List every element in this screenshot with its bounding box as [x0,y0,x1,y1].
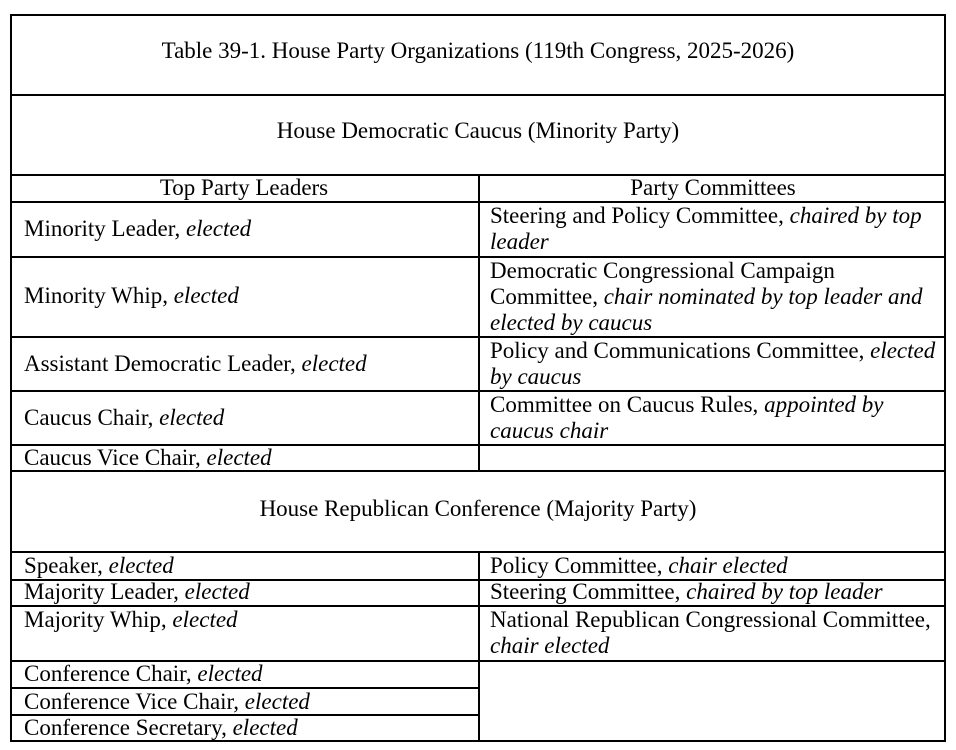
table-title: Table 39-1. House Party Organizations (119th Congress, 2025-2026) [161,38,795,63]
column-header-party-committees: Party Committees [630,175,796,200]
divider [10,94,946,96]
table-cell-leader: Minority Whip, elected [24,283,239,308]
table-cell-leader: Assistant Democratic Leader, elected [24,351,367,376]
column-divider [478,174,480,470]
table-cell-committee: Steering and Policy Committee, chaired by top leader [490,203,922,254]
table-cell-leader: Speaker, elected [24,553,174,578]
table-cell-committee: Democratic Congressional Campaign Committee, chair nominated by top leader and elected by caucus [490,258,923,335]
table-cell-committee: Policy and Communications Committee, elected by caucus [490,338,936,389]
table-cell-committee: Committee on Caucus Rules, appointed by caucus chair [490,392,884,443]
table-cell-leader: Conference Chair, elected [24,661,263,686]
table-cell-leader: Caucus Vice Chair, elected [24,445,272,470]
table-cell-committee: National Republican Congressional Committee, chair elected [490,607,931,658]
table-cell-leader: Majority Leader, elected [24,579,250,604]
table-cell-leader: Conference Vice Chair, elected [24,689,310,714]
table-cell-leader: Conference Secretary, elected [24,715,298,740]
table-cell-leader: Minority Leader, elected [24,216,252,241]
table-cell-leader: Caucus Chair, elected [24,405,225,430]
divider [10,470,946,472]
table-cell-leader: Majority Whip, elected [24,607,238,632]
column-header-top-party-leaders: Top Party Leaders [159,175,329,200]
table-cell-committee: Policy Committee, chair elected [490,553,788,578]
table-cell-committee: Steering Committee, chaired by top leader [490,579,883,604]
democratic-section-heading: House Democratic Caucus (Minority Party) [276,118,680,143]
republican-section-heading: House Republican Conference (Majority Party) [259,496,697,521]
